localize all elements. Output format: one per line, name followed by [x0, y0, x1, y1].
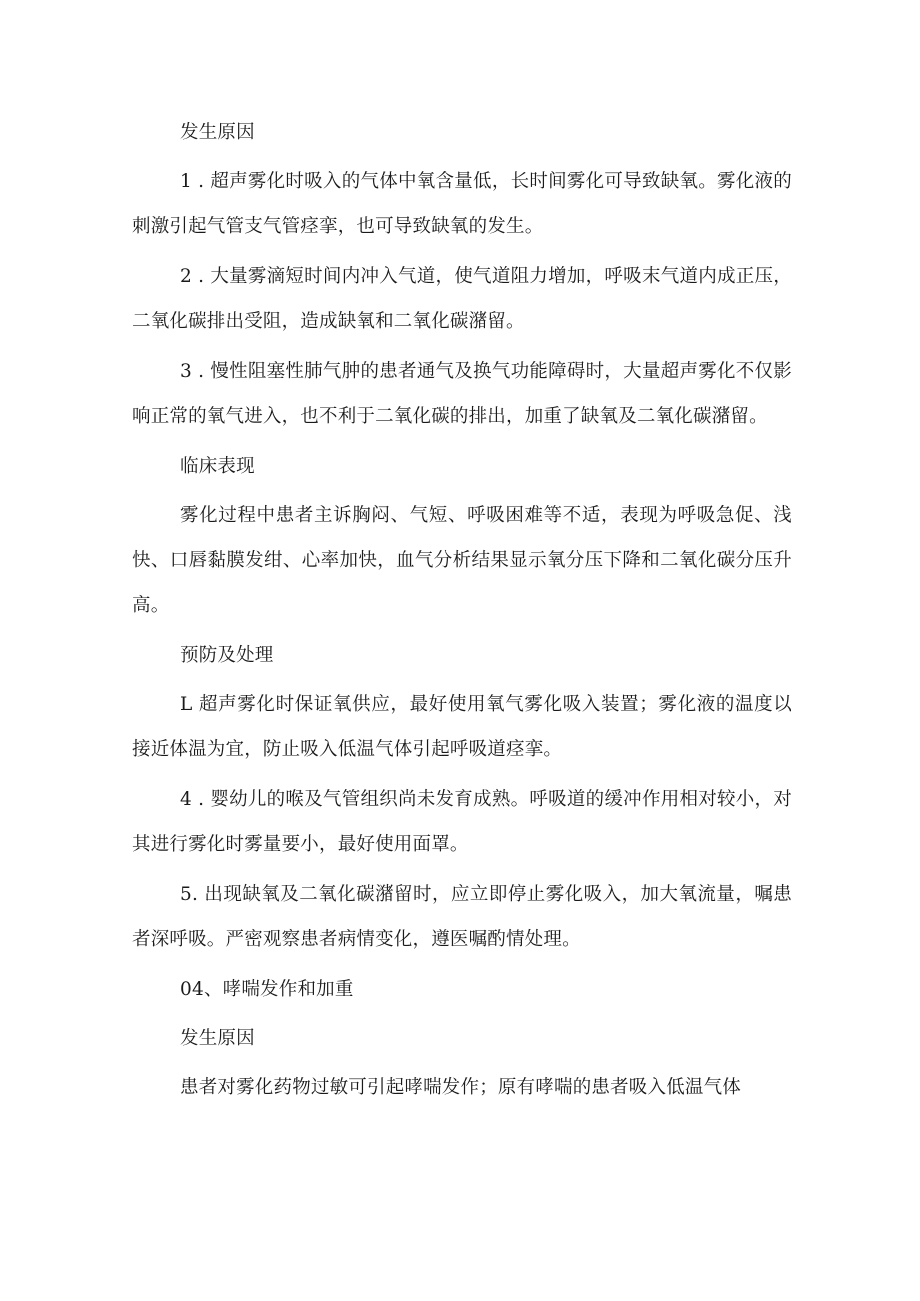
- document-body: [132, 110, 792, 1115]
- section-heading: 发生原因: [180, 1028, 255, 1049]
- section-heading: 预防及处理: [180, 645, 274, 666]
- section-heading: 04、哮喘发作和加重: [180, 979, 354, 1000]
- section-heading: 发生原因: [180, 122, 255, 143]
- section-heading: 临床表现: [180, 456, 255, 477]
- paragraph: 2 . 大量雾滴短时间内冲入气道，使气道阻力增加，呼吸末气道内成正压，二氧化碳排出受阻，造成缺氧和二氧化碳潴留。: [132, 266, 792, 332]
- paragraph: 4 . 婴幼儿的喉及气管组织尚未发育成熟。呼吸道的缓冲作用相对较小，对其进行雾化时雾量要小，最好使用面罩。: [132, 789, 792, 855]
- paragraph: 雾化过程中患者主诉胸闷、气短、呼吸困难等不适，表现为呼吸急促、浅快、口唇黏膜发绀、心率加快，血气分析结果显示氧分压下降和二氧化碳分压升高。: [132, 505, 792, 616]
- paragraph: 1 . 超声雾化时吸入的气体中氧含量低，长时间雾化可导致缺氧。雾化液的刺激引起气管支气管痉挛，也可导致缺氧的发生。: [132, 171, 792, 237]
- paragraph: L 超声雾化时保证氧供应，最好使用氧气雾化吸入装置；雾化液的温度以接近体温为宜，防止吸入低温气体引起呼吸道痉挛。: [132, 694, 792, 760]
- paragraph: 患者对雾化药物过敏可引起哮喘发作；原有哮喘的患者吸入低温气体: [180, 1077, 742, 1098]
- paragraph: 5. 出现缺氧及二氧化碳潴留时，应立即停止雾化吸入，加大氧流量，嘱患者深呼吸。严密观察患者病情变化，遵医嘱酌情处理。: [132, 884, 792, 950]
- paragraph: 3 . 慢性阻塞性肺气肿的患者通气及换气功能障碍时，大量超声雾化不仅影响正常的氧气进入，也不利于二氧化碳的排出，加重了缺氧及二氧化碳潴留。: [132, 361, 792, 427]
